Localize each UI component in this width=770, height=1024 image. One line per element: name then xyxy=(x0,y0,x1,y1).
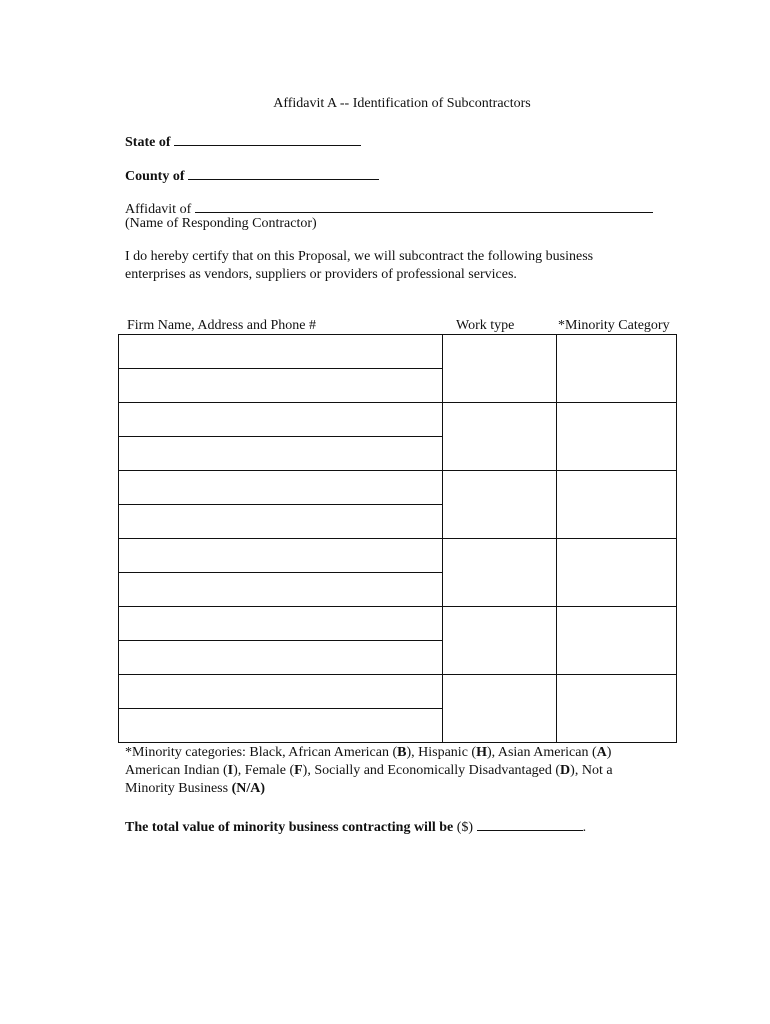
work-type-cell[interactable] xyxy=(443,675,557,743)
minority-category-cell[interactable] xyxy=(557,471,677,539)
note-code-na: (N/A) xyxy=(231,781,266,796)
work-type-cell[interactable] xyxy=(443,335,557,403)
note-text: American Indian ( xyxy=(125,763,228,778)
column-header-firm: Firm Name, Address and Phone # xyxy=(127,318,316,333)
work-type-cell[interactable] xyxy=(443,607,557,675)
note-code-h: H xyxy=(476,745,487,760)
note-code-a: A xyxy=(596,745,607,760)
minority-category-cell[interactable] xyxy=(557,675,677,743)
note-text: ), Asian American ( xyxy=(486,745,597,760)
certify-line-1: I do hereby certify that on this Proposal, we will subcontract the following business xyxy=(125,249,594,264)
note-text: ), Hispanic ( xyxy=(406,745,477,760)
total-label: The total value of minority business contracting will be xyxy=(125,820,454,835)
firm-cell[interactable] xyxy=(119,403,443,437)
note-text: ), Socially and Economically Disadvantaged ( xyxy=(302,763,561,778)
firm-cell[interactable] xyxy=(119,573,443,607)
total-currency: ($) xyxy=(453,820,477,835)
work-type-cell[interactable] xyxy=(443,403,557,471)
state-blank[interactable] xyxy=(174,131,361,146)
affidavit-blank[interactable] xyxy=(195,198,653,213)
firm-cell[interactable] xyxy=(119,369,443,403)
minority-category-cell[interactable] xyxy=(557,539,677,607)
table-row xyxy=(119,403,677,437)
certify-line-2: enterprises as vendors, suppliers or providers of professional services. xyxy=(125,267,517,282)
county-field xyxy=(125,165,379,185)
firm-cell[interactable] xyxy=(119,641,443,675)
work-type-cell[interactable] xyxy=(443,471,557,539)
firm-cell[interactable] xyxy=(119,505,443,539)
firm-cell[interactable] xyxy=(119,335,443,369)
minority-category-cell[interactable] xyxy=(557,403,677,471)
page-title: Affidavit A -- Identification of Subcontractors xyxy=(273,96,531,111)
affidavit-label: Affidavit of xyxy=(125,202,192,217)
affidavit-field xyxy=(125,198,653,218)
note-text: ), Female ( xyxy=(233,763,295,778)
table-row xyxy=(119,607,677,641)
total-value-line xyxy=(125,816,586,836)
county-blank[interactable] xyxy=(188,165,379,180)
total-end: . xyxy=(582,820,587,835)
minority-category-cell[interactable] xyxy=(557,607,677,675)
state-label: State of xyxy=(125,135,171,150)
subcontractor-table xyxy=(118,334,677,743)
note-code-b: B xyxy=(397,745,407,760)
firm-cell[interactable] xyxy=(119,675,443,709)
firm-cell[interactable] xyxy=(119,471,443,505)
firm-cell[interactable] xyxy=(119,437,443,471)
work-type-cell[interactable] xyxy=(443,539,557,607)
responding-contractor-label: (Name of Responding Contractor) xyxy=(125,216,317,231)
column-header-work-type: Work type xyxy=(456,318,515,333)
state-field xyxy=(125,131,361,151)
note-code-d: D xyxy=(560,763,571,778)
firm-cell[interactable] xyxy=(119,539,443,573)
total-blank[interactable] xyxy=(477,816,583,831)
table-row xyxy=(119,675,677,709)
note-text: *Minority categories: Black, African American ( xyxy=(125,745,398,760)
firm-cell[interactable] xyxy=(119,709,443,743)
minority-categories-note xyxy=(125,744,685,798)
column-header-minority-category: *Minority Category xyxy=(558,318,670,333)
table-row xyxy=(119,539,677,573)
county-label: County of xyxy=(125,169,185,184)
table-row xyxy=(119,471,677,505)
note-text: ), Not a xyxy=(570,763,613,778)
note-code-f: F xyxy=(294,763,303,778)
minority-category-cell[interactable] xyxy=(557,335,677,403)
note-text: Minority Business xyxy=(125,781,232,796)
firm-cell[interactable] xyxy=(119,607,443,641)
note-text: ) xyxy=(606,745,612,760)
table-row xyxy=(119,335,677,369)
note-code-i: I xyxy=(227,763,234,778)
